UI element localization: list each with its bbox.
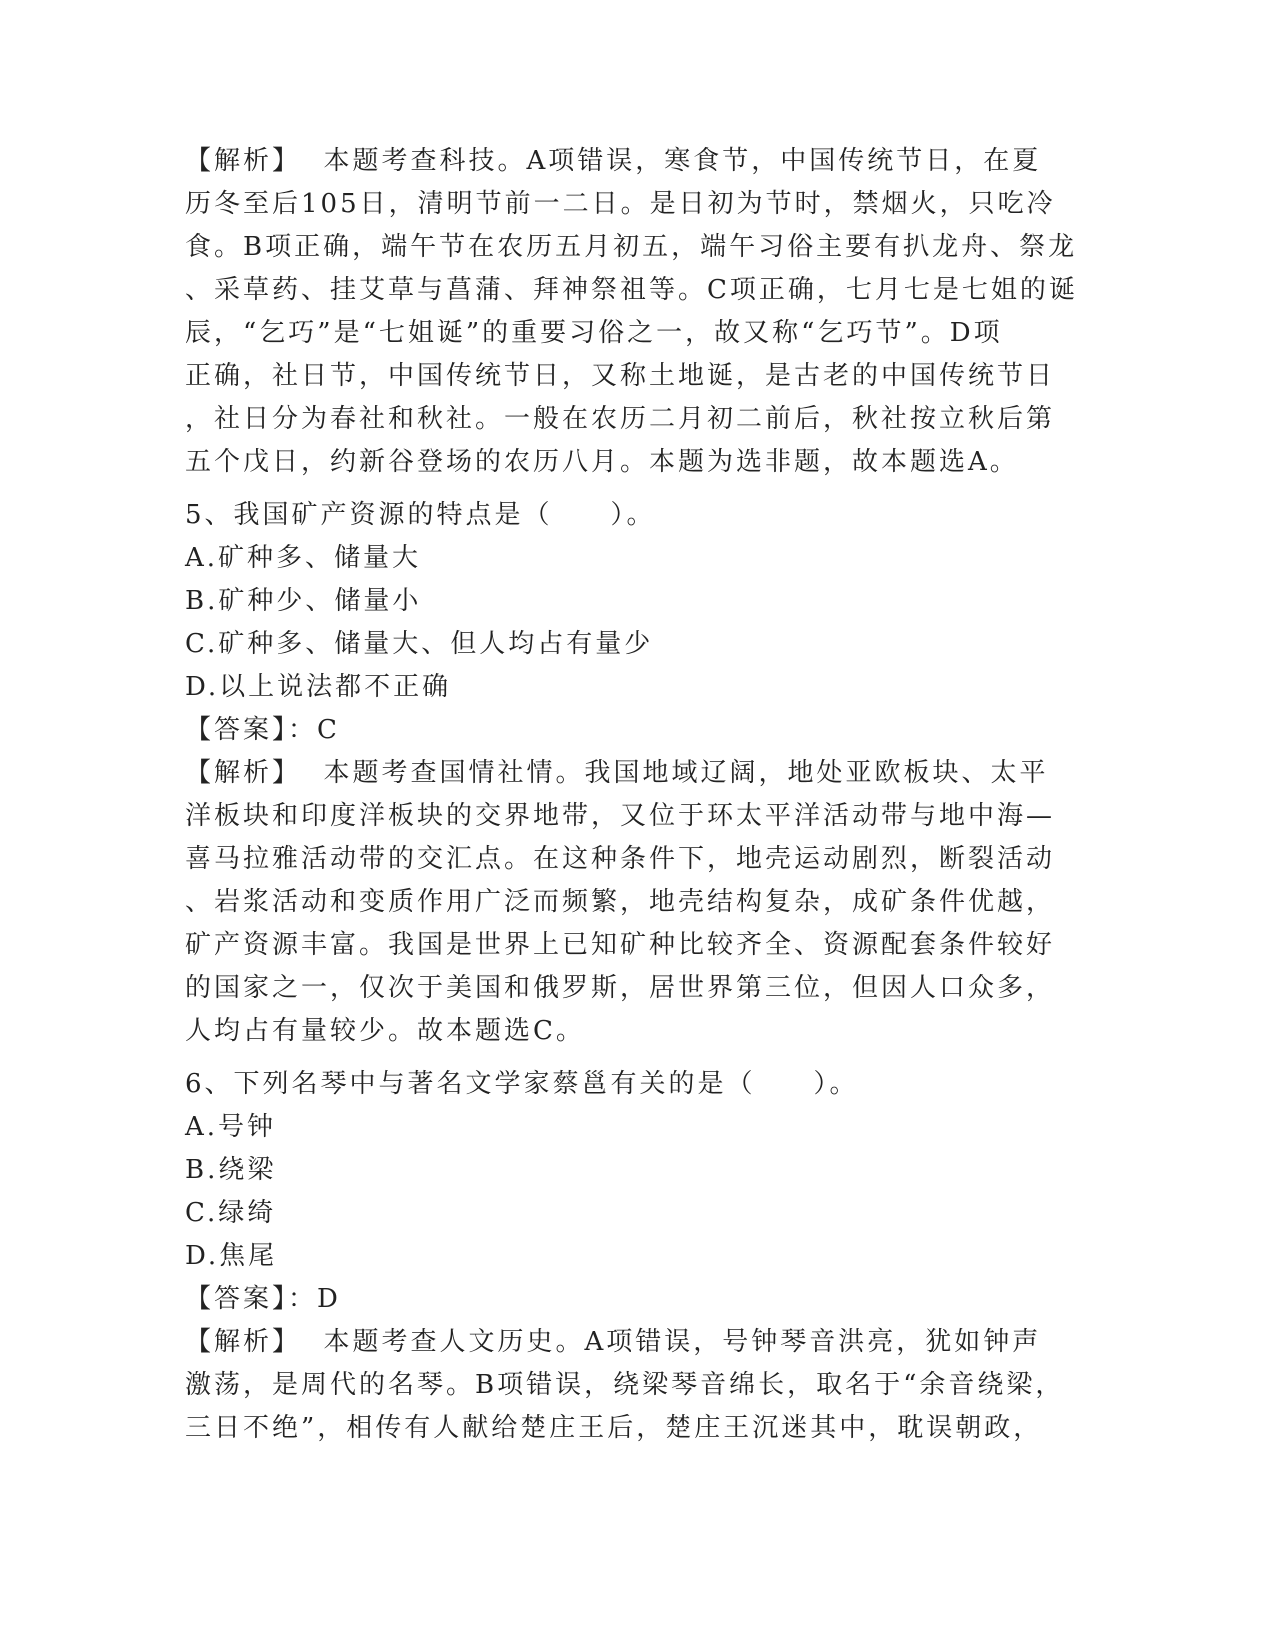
- text-line: 矿产资源丰富。我国是世界上已知矿种比较齐全、资源配套条件较好: [185, 930, 1056, 960]
- text-line: 【解析】 本题考查国情社情。我国地域辽阔，地处亚欧板块、太平: [185, 758, 1049, 788]
- question-5-option-b: B.矿种少、储量小: [185, 586, 422, 616]
- text-line: 人均占有量较少。故本题选C。: [185, 1016, 585, 1046]
- question-6-option-a: A.号钟: [185, 1112, 277, 1142]
- text-line: ，社日分为春社和秋社。一般在农历二月初二前后，秋社按立秋后第: [185, 404, 1056, 434]
- text-line: 辰，“乞巧”是“七姐诞”的重要习俗之一，故又称“乞巧节”。D项: [185, 318, 1003, 348]
- paragraph-gap: [185, 484, 1090, 494]
- text-line: 的国家之一，仅次于美国和俄罗斯，居世界第三位，但因人口众多，: [185, 973, 1056, 1003]
- text-line: 喜马拉雅活动带的交汇点。在这种条件下，地壳运动剧烈，断裂活动: [185, 844, 1056, 874]
- question-5-answer: 【答案】：C: [185, 715, 340, 745]
- question-6-option-b: B.绕梁: [185, 1155, 277, 1185]
- question-5-option-a: A.矿种多、储量大: [185, 543, 422, 573]
- question-6-answer: 【答案】：D: [185, 1284, 341, 1314]
- text-line: 【解析】 本题考查人文历史。A项错误，号钟琴音洪亮，犹如钟声: [185, 1327, 1042, 1357]
- question-5-option-c: C.矿种多、储量大、但人均占有量少: [185, 629, 654, 659]
- question-6-option-c: C.绿绮: [185, 1198, 277, 1228]
- text-line: 、采草药、挂艾草与菖蒲、拜神祭祖等。C项正确，七月七是七姐的诞: [185, 275, 1078, 305]
- question-5-option-d: D.以上说法都不正确: [185, 672, 452, 702]
- text-line: 正确，社日节，中国传统节日，又称土地诞，是古老的中国传统节日: [185, 361, 1056, 391]
- text-line: 激荡，是周代的名琴。B项错误，绕梁琴音绵长，取名于“余音绕梁，: [185, 1370, 1065, 1400]
- text-line: 食。B项正确，端午节在农历五月初五，端午习俗主要有扒龙舟、祭龙: [185, 232, 1078, 262]
- document-page: [185, 140, 1090, 1450]
- text-line: 、岩浆活动和变质作用广泛而频繁，地壳结构复杂，成矿条件优越，: [185, 887, 1056, 917]
- question-6-option-d: D.焦尾: [185, 1241, 278, 1271]
- text-line: 五个戊日，约新谷登场的农历八月。本题为选非题，故本题选A。: [185, 447, 1019, 477]
- question-6-stem: 6、下列名琴中与著名文学家蔡邕有关的是（ ）。: [185, 1069, 859, 1099]
- paragraph-gap: [185, 1053, 1090, 1063]
- text-line: 洋板块和印度洋板块的交界地带，又位于环太平洋活动带与地中海—: [185, 801, 1056, 831]
- text-line: 三日不绝”，相传有人献给楚庄王后，楚庄王沉迷其中，耽误朝政，: [185, 1413, 1043, 1443]
- text-line: 历冬至后105日，清明节前一二日。是日初为节时，禁烟火，只吃冷: [185, 189, 1056, 219]
- question-5-stem: 5、我国矿产资源的特点是（ ）。: [185, 500, 656, 530]
- text-line: 【解析】 本题考查科技。A项错误，寒食节，中国传统节日，在夏: [185, 146, 1042, 176]
